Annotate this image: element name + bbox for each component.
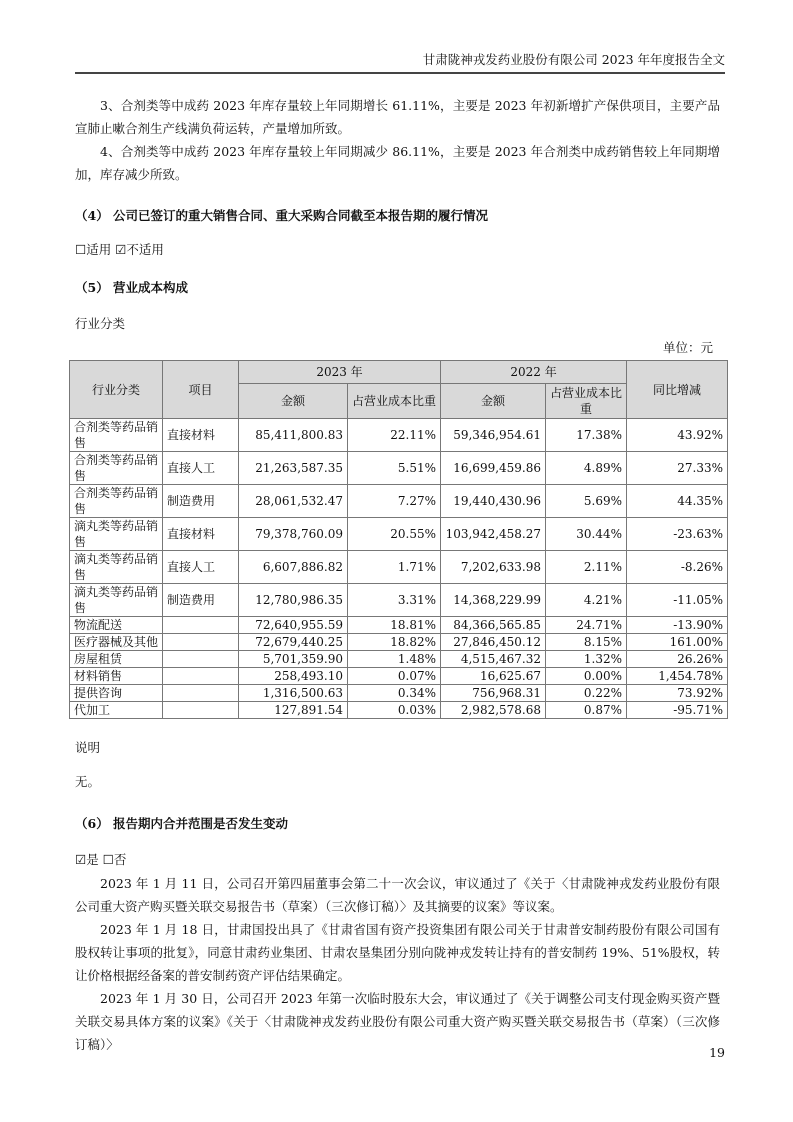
cell-ratio-2023: 0.07%: [348, 668, 441, 685]
section-6-title: （6） 报告期内合并范围是否发生变动: [75, 816, 289, 831]
cell-amount-2022: 59,346,954.61: [441, 419, 546, 452]
cell-yoy: 161.00%: [627, 634, 728, 651]
note-label: 说明: [75, 740, 101, 755]
note-text: 无。: [75, 774, 101, 789]
table-row: [70, 452, 728, 485]
cell-item: [163, 634, 239, 651]
cell-industry: 医疗器械及其他: [70, 634, 163, 651]
cell-ratio-2023: 1.48%: [348, 651, 441, 668]
cell-item: 直接人工: [163, 452, 239, 485]
paragraph: 3、合剂类等中成药 2023 年库存量较上年同期增长 61.11%，主要是 2023 年初新增扩产保供项目，主要产品宣肺止嗽合剂生产线满负荷运转，产量增加所致。: [75, 98, 720, 136]
cell-ratio-2023: 1.71%: [348, 551, 441, 584]
cell-item: 直接人工: [163, 551, 239, 584]
cell-amount-2023: 258,493.10: [239, 668, 348, 685]
cell-amount-2023: 127,891.54: [239, 702, 348, 719]
header-amount-2023: 金额: [239, 384, 348, 419]
cell-ratio-2022: 0.22%: [546, 685, 627, 702]
cell-yoy: 26.26%: [627, 651, 728, 668]
cell-ratio-2022: 30.44%: [546, 518, 627, 551]
table-row: [70, 485, 728, 518]
section-5-title: （5） 营业成本构成: [75, 280, 189, 295]
cell-ratio-2023: 20.55%: [348, 518, 441, 551]
cell-yoy: -11.05%: [627, 584, 728, 617]
cell-ratio-2022: 8.15%: [546, 634, 627, 651]
cell-ratio-2023: 18.82%: [348, 634, 441, 651]
cell-yoy: -23.63%: [627, 518, 728, 551]
header-ratio-2022: 占营业成本比重: [546, 384, 627, 419]
cell-industry: 材料销售: [70, 668, 163, 685]
cell-industry: 滴丸类等药品销售: [70, 551, 163, 584]
cell-industry: 提供咨询: [70, 685, 163, 702]
table-row: [70, 518, 728, 551]
header-industry: 行业分类: [70, 361, 163, 419]
table-row: [70, 702, 728, 719]
cell-ratio-2022: 0.00%: [546, 668, 627, 685]
cell-item: [163, 685, 239, 702]
table-row: [70, 584, 728, 617]
cell-amount-2022: 19,440,430.96: [441, 485, 546, 518]
cell-ratio-2023: 5.51%: [348, 452, 441, 485]
cell-yoy: 1,454.78%: [627, 668, 728, 685]
cell-ratio-2023: 22.11%: [348, 419, 441, 452]
cell-amount-2022: 7,202,633.98: [441, 551, 546, 584]
cell-yoy: 44.35%: [627, 485, 728, 518]
cell-amount-2023: 28,061,532.47: [239, 485, 348, 518]
cell-amount-2022: 103,942,458.27: [441, 518, 546, 551]
cost-composition-table: [69, 360, 728, 719]
header-yoy: 同比增减: [627, 361, 728, 419]
cell-ratio-2022: 5.69%: [546, 485, 627, 518]
cell-ratio-2022: 4.89%: [546, 452, 627, 485]
cell-ratio-2022: 17.38%: [546, 419, 627, 452]
cell-item: [163, 702, 239, 719]
cell-ratio-2022: 0.87%: [546, 702, 627, 719]
cell-amount-2023: 6,607,886.82: [239, 551, 348, 584]
cell-amount-2022: 84,366,565.85: [441, 617, 546, 634]
cell-ratio-2022: 2.11%: [546, 551, 627, 584]
cell-industry: 合剂类等药品销售: [70, 485, 163, 518]
cell-industry: 代加工: [70, 702, 163, 719]
cell-industry: 滴丸类等药品销售: [70, 518, 163, 551]
cell-amount-2022: 27,846,450.12: [441, 634, 546, 651]
cell-item: [163, 651, 239, 668]
cell-amount-2023: 85,411,800.83: [239, 419, 348, 452]
cell-industry: 滴丸类等药品销售: [70, 584, 163, 617]
cell-amount-2022: 16,625.67: [441, 668, 546, 685]
cell-yoy: -95.71%: [627, 702, 728, 719]
paragraph: 4、合剂类等中成药 2023 年库存量较上年同期减少 86.11%，主要是 2023 年合剂类中成药销售较上年同期增加，库存减少所致。: [75, 144, 720, 182]
unit-label: 单位：元: [662, 340, 713, 355]
section-6-options: ☑是 ☐否: [75, 852, 127, 867]
table-row: [70, 551, 728, 584]
header-ratio-2023: 占营业成本比重: [348, 384, 441, 419]
cell-ratio-2023: 3.31%: [348, 584, 441, 617]
cell-item: [163, 668, 239, 685]
cell-amount-2022: 2,982,578.68: [441, 702, 546, 719]
cell-yoy: -8.26%: [627, 551, 728, 584]
cell-ratio-2023: 0.34%: [348, 685, 441, 702]
cell-item: 直接材料: [163, 419, 239, 452]
table-row: [70, 634, 728, 651]
header-2023: 2023 年: [239, 361, 441, 384]
cell-amount-2022: 14,368,229.99: [441, 584, 546, 617]
cell-yoy: -13.90%: [627, 617, 728, 634]
cell-amount-2023: 79,378,760.09: [239, 518, 348, 551]
table-row: [70, 651, 728, 668]
header-item: 项目: [163, 361, 239, 419]
cell-amount-2023: 1,316,500.63: [239, 685, 348, 702]
cell-ratio-2023: 7.27%: [348, 485, 441, 518]
cell-ratio-2023: 18.81%: [348, 617, 441, 634]
section-4-title: （4） 公司已签订的重大销售合同、重大采购合同截至本报告期的履行情况: [75, 208, 489, 223]
cell-item: 制造费用: [163, 485, 239, 518]
cell-amount-2023: 72,679,440.25: [239, 634, 348, 651]
header-amount-2022: 金额: [441, 384, 546, 419]
cell-ratio-2022: 4.21%: [546, 584, 627, 617]
cell-yoy: 27.33%: [627, 452, 728, 485]
cell-amount-2023: 12,780,986.35: [239, 584, 348, 617]
cell-industry: 物流配送: [70, 617, 163, 634]
cell-ratio-2022: 24.71%: [546, 617, 627, 634]
cell-amount-2022: 4,515,467.32: [441, 651, 546, 668]
cell-item: [163, 617, 239, 634]
table-row: [70, 617, 728, 634]
cell-yoy: 73.92%: [627, 685, 728, 702]
cell-industry: 合剂类等药品销售: [70, 419, 163, 452]
cell-industry: 房屋租赁: [70, 651, 163, 668]
cell-ratio-2022: 1.32%: [546, 651, 627, 668]
paragraph: 2023 年 1 月 30 日，公司召开 2023 年第一次临时股东大会，审议通过了《关于调整公司支付现金购买资产暨关联交易具体方案的议案》《关于〈甘肃陇神戎发药业股份有限公司重大资产购买暨关联交易报告书（草案）（三次修订稿）〉: [75, 991, 720, 1052]
paragraph: 2023 年 1 月 11 日，公司召开第四届董事会第二十一次会议，审议通过了《关于〈甘肃陇神戎发药业股份有限公司重大资产购买暨关联交易报告书（草案）（三次修订稿）〉及其摘要的议案》等议案。: [75, 876, 720, 914]
page-number: 19: [709, 1045, 725, 1060]
cell-ratio-2023: 0.03%: [348, 702, 441, 719]
cell-item: 制造费用: [163, 584, 239, 617]
cell-amount-2023: 5,701,359.90: [239, 651, 348, 668]
table-row: [70, 419, 728, 452]
cell-yoy: 43.92%: [627, 419, 728, 452]
header-2022: 2022 年: [441, 361, 627, 384]
cell-industry: 合剂类等药品销售: [70, 452, 163, 485]
header-rule: [75, 72, 725, 74]
cell-amount-2023: 72,640,955.59: [239, 617, 348, 634]
table-row: [70, 668, 728, 685]
cell-amount-2023: 21,263,587.35: [239, 452, 348, 485]
section-4-options: ☐适用 ☑不适用: [75, 242, 164, 257]
table-row: [70, 685, 728, 702]
section-5-subtitle: 行业分类: [75, 316, 126, 331]
page-header-title: 甘肃陇神戎发药业股份有限公司 2023 年年度报告全文: [422, 52, 725, 67]
paragraph: 2023 年 1 月 18 日，甘肃国投出具了《甘肃省国有资产投资集团有限公司关于甘肃普安制药股份有限公司国有股权转让事项的批复》，同意甘肃药业集团、甘肃农垦集团分别向陇神戎发转让持有的普安制药 19%、51%股权，转让价格根据经备案的普安制药资产评估结果确定。: [75, 922, 720, 983]
cell-amount-2022: 756,968.31: [441, 685, 546, 702]
cell-item: 直接材料: [163, 518, 239, 551]
cell-amount-2022: 16,699,459.86: [441, 452, 546, 485]
